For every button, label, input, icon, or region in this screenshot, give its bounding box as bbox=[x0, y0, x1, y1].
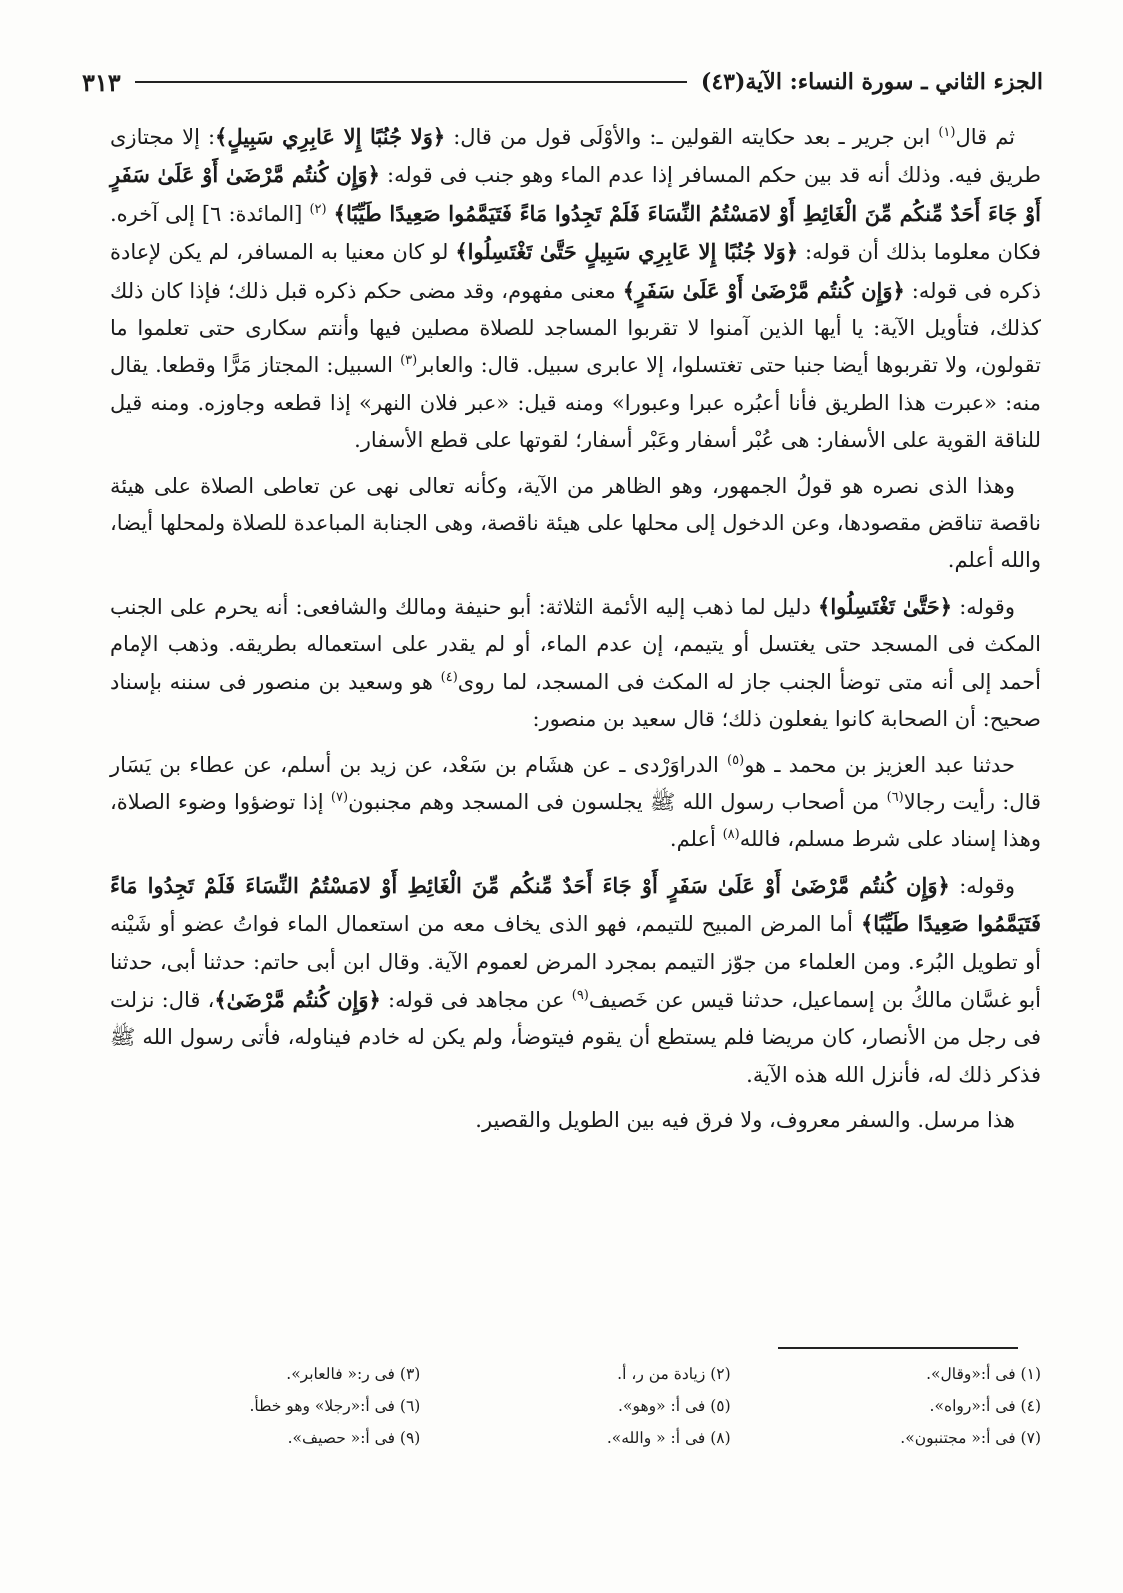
text-run: وقوله: bbox=[952, 594, 1015, 619]
text-run: ثم قال bbox=[955, 125, 1016, 149]
paragraph bbox=[110, 468, 1041, 580]
footnote: (٨) فى أ: « والله». bbox=[606, 1429, 731, 1447]
footnote: (٩) فى أ:« حصيف». bbox=[287, 1429, 421, 1447]
text-run: : إلا مجتازى طريق فيه. وذلك أنه قد بين حكم المسافر إذا عدم الماء وهو جنب فى قوله: bbox=[110, 125, 1041, 188]
quran-verse: ﴿وَلا جُنُبًا إِلا عَابِرِي سَبِيلٍ﴾ bbox=[215, 124, 446, 149]
body-text bbox=[110, 118, 1041, 1148]
paragraph bbox=[110, 588, 1041, 739]
text-run: [المائدة: ٦] إلى آخره. فكان معلوما بذلك أن قوله: bbox=[110, 201, 1042, 265]
text-run: لو كان معنيا به المسافر، لم يكن لإعادة ذكره فى قوله: bbox=[110, 240, 1041, 303]
footnote-ref: (٧) bbox=[330, 789, 349, 805]
text-run: أما المرض المبيح للتيمم، فهو الذى يخاف معه من استعمال الماء فواتُ عضو أو شَيْنه أو تطويل البُرء. ومن العلماء من جوّز التيمم بمجرد المرض لعموم الآية. وقال ابن أبى حاتم: حدثنا أبى، حدثنا أبو غسَّان مالكُ بن إسماعيل، حدثنا قيس عن خَصيف bbox=[110, 912, 1042, 1012]
text-run bbox=[327, 202, 334, 226]
quran-verse: ﴿وَإِن كُنتُم مَّرْضَىٰ أَوْ عَلَىٰ سَفَرٍ أَوْ جَاءَ أَحَدٌ مِّنكُم مِّنَ الْغَائِطِ أَوْ لامَسْتُمُ النِّسَاءَ فَلَمْ تَجِدُوا مَاءً فَتَيَمَّمُوا صَعِيدًا طَيِّبًا﴾ bbox=[110, 162, 1041, 226]
text-run: وهذا الذى نصره هو قولُ الجمهور، وهو الظاهر من الآية، وكأنه تعالى نهى عن تعاطى الصلاة على هيئة ناقصة تناقض مقصودها، وعن الدخول إلى محلها على هيئة ناقصة، وهى الجنابة المباعدة للصلاة ولمحلها أيضا، والله أعلم. bbox=[110, 473, 1041, 573]
header-title: الجزء الثاني ـ سورة النساء: الآية(٤٣) bbox=[700, 69, 1043, 95]
quran-verse: ﴿وَلا جُنُبًا إِلا عَابِرِي سَبِيلٍ حَتَّىٰ تَغْتَسِلُوا﴾ bbox=[455, 239, 799, 265]
paragraph bbox=[110, 118, 1041, 460]
footnote: (٦) فى أ:«رجلا» وهو خطأ. bbox=[249, 1397, 421, 1415]
paragraph bbox=[110, 1102, 1041, 1139]
paragraph bbox=[110, 747, 1041, 859]
footnote-ref: (٣) bbox=[400, 353, 418, 369]
header-rule bbox=[135, 81, 687, 83]
text-run: ، قال: نزلت فى رجل من الأنصار، كان مريضا فلم يستطع أن يقوم فيتوضأ، ولم يكن له خادم فيناوله، فأتى رسول الله ﷺ فذكر ذلك له، فأنزل الله هذه الآية. bbox=[110, 987, 1041, 1087]
footnote: (٤) فى أ:«رواه». bbox=[929, 1397, 1041, 1415]
text-run: إذا توضؤوا وضوء الصلاة، وهذا إسناد على شرط مسلم، فالله bbox=[110, 789, 1041, 852]
footnote: (٣) فى ر:« فالعابر». bbox=[286, 1365, 421, 1383]
footnotes bbox=[110, 1360, 1041, 1452]
text-run: معنى مفهوم، وقد مضى حكم ذكره قبل ذلك؛ فإذا كان ذلك كذلك، فتأويل الآية: يا أيها الذين آمنوا لا تقربوا المساجد للصلاة مصلين فيها وأنتم سكارى حتى تعلموا ما تقولون، ولا تقربوها أيضا جنبا حتى تغتسلوا، إلا عابرى سبيل. قال: والعابر bbox=[110, 278, 1041, 378]
text-run: هو وسعيد بن منصور فى سننه بإسناد صحيح: أن الصحابة كانوا يفعلون ذلك؛ قال سعيد بن منصور: bbox=[110, 669, 1041, 732]
footnote-separator bbox=[778, 1347, 1018, 1349]
footnote-ref: (٥) bbox=[727, 752, 745, 768]
text-run: من أصحاب رسول الله ﷺ يجلسون فى المسجد وهم مجنبون bbox=[348, 789, 887, 814]
footnote: (٢) زيادة من ر، أ. bbox=[617, 1365, 731, 1383]
footnote-ref: (٦) bbox=[886, 789, 904, 805]
running-header bbox=[82, 62, 1043, 102]
quran-verse: ﴿وَإِن كُنتُم مَّرْضَىٰ﴾ bbox=[214, 986, 381, 1012]
quran-verse: ﴿وَإِن كُنتُم مَّرْضَىٰ أَوْ عَلَىٰ سَفَرٍ﴾ bbox=[622, 277, 905, 303]
text-run: الدراوَرْدى ـ عن هشَام بن سَعْد، عن زيد بن أسلم، عن عطاء بن يَسَار قال: رأيت رجالا bbox=[110, 752, 1042, 814]
footnote: (٧) فى أ:« مجتنبون». bbox=[900, 1429, 1041, 1447]
text-run: السبيل: المجتاز مَرًّا وقطعا. يقال منه: «عبرت هذا الطريق فأنا أعبُره عبرا وعبورا» ومنه قيل: «عبر فلان النهر» إذا قطعه وجاوزه. ومنه قيل للناقة القوية على الأسفار: هى عُبْر أسفار وعَبْر أسفار؛ لقوتها على قطع الأسفار. bbox=[110, 353, 1041, 453]
text-run: عن مجاهد فى قوله: bbox=[380, 987, 572, 1012]
footnote-ref: (٢) bbox=[309, 201, 327, 217]
footnote-ref: (١) bbox=[938, 125, 956, 140]
text-run: أعلم. bbox=[669, 827, 723, 852]
footnote-ref: (٩) bbox=[571, 987, 589, 1003]
text-run: دليل لما ذهب إليه الأئمة الثلاثة: أبو حنيفة ومالك والشافعى: أنه يحرم على الجنب المكث فى المسجد حتى يغتسل أو يتيمم، إن عدم الماء، أو لم يقدر على استعماله بطريقه. وذهب الإمام أحمد إلى أنه متى توضأ الجنب جاز له المكث فى المسجد، لما روى bbox=[110, 594, 1041, 694]
footnote-ref: (٤) bbox=[440, 669, 458, 685]
footnote-ref: (٨) bbox=[722, 827, 740, 843]
text-run: ابن جرير ـ بعد حكايته القولين ـ: والأوْلَى قول من قال: bbox=[445, 125, 939, 149]
text-run: وقوله: bbox=[949, 873, 1015, 898]
footnote: (١) فى أ:«وقال». bbox=[926, 1365, 1041, 1383]
quran-verse: ﴿حَتَّىٰ تَغْتَسِلُوا﴾ bbox=[818, 593, 952, 619]
page-number: ٣١٣ bbox=[82, 67, 121, 97]
text-run: هذا مرسل. والسفر معروف، ولا فرق فيه بين الطويل والقصير. bbox=[475, 1108, 1015, 1133]
footnote: (٥) فى أ: «وهو». bbox=[618, 1397, 731, 1415]
quran-verse: ﴿وَإِن كُنتُم مَّرْضَىٰ أَوْ عَلَىٰ سَفَرٍ أَوْ جَاءَ أَحَدٌ مِّنكُم مِّنَ الْغَائِطِ أَوْ لامَسْتُمُ النِّسَاءَ فَلَمْ تَجِدُوا مَاءً فَتَيَمَّمُوا صَعِيدًا طَيِّبًا﴾ bbox=[110, 872, 1042, 937]
text-run: حدثنا عبد العزيز بن محمد ـ هو bbox=[744, 752, 1015, 777]
paragraph bbox=[110, 867, 1041, 1094]
